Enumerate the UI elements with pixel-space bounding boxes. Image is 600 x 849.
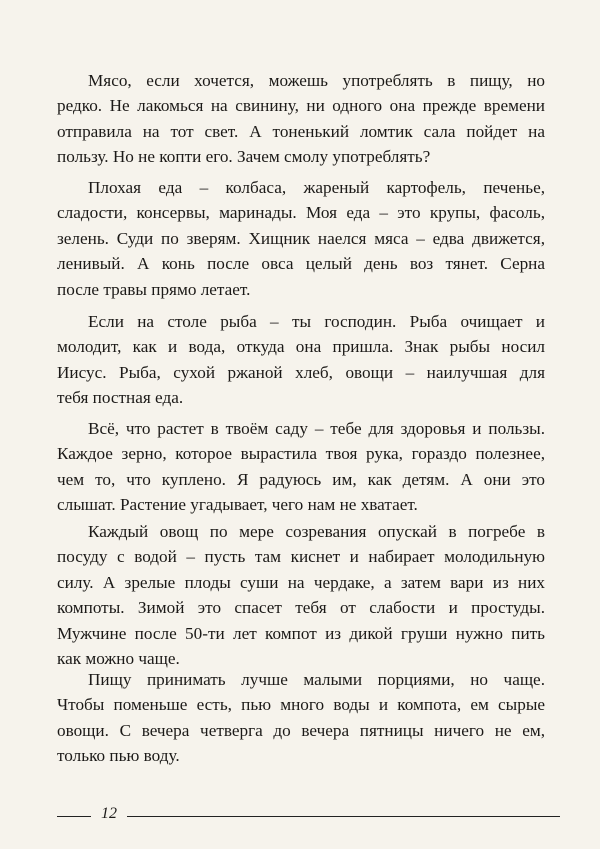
text-line: овощи. С вечера четверга до вечера пятницы ничего не ем,: [57, 720, 545, 740]
text-line: Каждый овощ по мере созревания опускай в погребе в: [88, 522, 545, 541]
text-line: Всё, что растет в твоём саду – тебе для здоровья и пользы.: [88, 419, 545, 438]
text-line: Иисус. Рыба, сухой ржаной хлеб, овощи – наилучшая для: [57, 362, 545, 382]
page-number: 12: [101, 805, 117, 822]
text-line: чем то, что куплено. Я радуюсь им, как детям. А они это: [57, 469, 545, 489]
text-line: Чтобы поменьше есть, пью много воды и компота, ем сырые: [57, 695, 545, 715]
paragraph: [57, 175, 545, 302]
text-line: Плохая еда – колбаса, жареный картофель, печенье,: [88, 178, 545, 197]
text-line: Каждое зерно, которое вырастила твоя рука, гораздо полезнее,: [57, 444, 545, 464]
text-line: сладости, консервы, маринады. Моя еда – это крупы, фасоль,: [57, 203, 545, 223]
text-line: зелень. Суди по зверям. Хищник наелся мяса – едва движется,: [57, 228, 545, 248]
paragraph: [57, 667, 545, 769]
text-line: Пищу принимать лучше малыми порциями, но чаще.: [88, 670, 545, 689]
text-line: пользу. Но не копти его. Зачем смолу употреблять?: [57, 147, 431, 167]
text-line: как можно чаще.: [57, 648, 180, 668]
text-line: Мужчине после 50-ти лет компот из дикой груши нужно пить: [57, 623, 545, 643]
paragraph: [57, 519, 545, 671]
text-line: после травы прямо летает.: [57, 279, 251, 299]
page-footer: [57, 805, 545, 825]
paragraph: [57, 416, 545, 518]
text-line: редко. Не лакомься на свинину, ни одного она прежде времени: [57, 96, 545, 116]
text-line: Мясо, если хочется, можешь употреблять в пищу, но: [88, 71, 545, 90]
text-line: молодит, как и вода, откуда она пришла. Знак рыбы носил: [57, 337, 545, 357]
text-line: тебя постная еда.: [57, 388, 184, 408]
text-line: отправила на тот свет. А тоненький ломтик сала пойдет на: [57, 121, 545, 141]
paragraph: [57, 68, 545, 170]
text-line: Если на столе рыба – ты господин. Рыба очищает и: [88, 312, 545, 331]
text-line: силу. А зрелые плоды суши на чердаке, а затем вари из них: [57, 572, 545, 592]
text-line: посуду с водой – пусть там киснет и набирает молодильную: [57, 547, 545, 567]
text-line: компоты. Зимой это спасет тебя от слабости и простуды.: [57, 598, 545, 618]
footer-rule-right: [127, 816, 560, 817]
text-line: слышат. Растение угадывает, чего нам не хватает.: [57, 495, 418, 515]
text-line: только пью воду.: [57, 746, 180, 766]
text-line: ленивый. А конь после овса целый день воз тянет. Серна: [57, 254, 545, 274]
footer-rule-left: [57, 816, 91, 817]
paragraph: [57, 309, 545, 411]
